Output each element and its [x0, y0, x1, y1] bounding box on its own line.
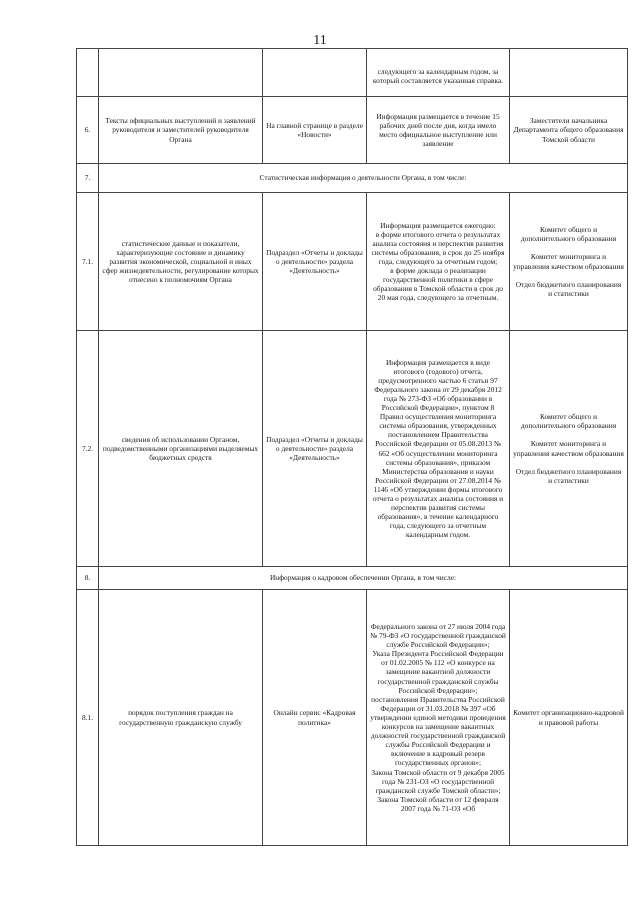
cell-info: следующего за календарным годом, за который составляется указанная справка.	[367, 49, 510, 97]
cell-info	[367, 193, 510, 331]
cell-info	[367, 590, 510, 846]
table-row-8	[77, 567, 628, 590]
cell-resp	[510, 193, 628, 331]
table-row-7	[77, 164, 628, 193]
cell-num	[77, 49, 99, 97]
cell-info: Информация размещается в течение 15 рабочих дней после дня, когда имело место официальное выступление или заявление	[367, 97, 510, 164]
table-row-6	[77, 97, 628, 164]
cell-name: порядок поступления граждан на государственную гражданскую службу	[99, 590, 263, 846]
cell-num: 7.	[77, 164, 99, 193]
cell-name	[99, 49, 263, 97]
table-row-7-1	[77, 193, 628, 331]
cell-section-title: Статистическая информация о деятельности Органа, в том числе:	[99, 164, 628, 193]
page-number: 11	[313, 33, 327, 48]
cell-name: статистические данные и показатели, характеризующие состояние и динамику развития экономической, социальной и иных сфер жизнедеятельности, регулирование которых отнесено к полномочиям Органа	[99, 193, 263, 331]
table-row-7-2	[77, 331, 628, 567]
cell-num: 7.1.	[77, 193, 99, 331]
disclosure-table	[76, 48, 628, 846]
info-law-71: Закона Томской области от 12 февраля 2007 года № 71-ОЗ «Об	[377, 794, 499, 813]
cell-resp: Комитет организационно-кадровой и правовой работы	[510, 590, 628, 846]
resp-committee-monitoring: Комитет мониторинга и управления качеством образования	[513, 439, 624, 458]
resp-committee-monitoring: Комитет мониторинга и управления качеством образования	[513, 252, 624, 271]
info-law-231: Закона Томской области от 9 декабря 2005 года № 231-ОЗ «О государственной гражданской службе Томской области»;	[371, 767, 505, 795]
cell-resp	[510, 49, 628, 97]
cell-place	[263, 49, 367, 97]
info-intro: Информация размещается ежегодно:	[380, 220, 496, 230]
table-row-continuation	[77, 49, 628, 97]
table-row-8-1	[77, 590, 628, 846]
resp-committee-general: Комитет общего и дополнительного образования	[520, 225, 617, 244]
info-decree-112: Указа Президента Российской Федерации от 01.02.2005 № 112 «О конкурсе на замещение вакантной должности государственной гражданской службы Российской Федерации»;	[372, 649, 504, 695]
cell-place: Онлайн сервис «Кадровая политика»	[263, 590, 367, 846]
info-resolution-397: постановления Правительства Российской Федерации от 31.03.2018 № 397 «Об утверждении единой методики проведения конкурсов на замещение вакантных должностей государственной гражданской службы Российской Федерации и включение в кадровый резерв государственных органов»;	[370, 694, 506, 768]
info-doklad: в форме доклада о реализации государственной политики в сфере образования в Томской области в срок до 20 мая года, следующего за отчетным.	[373, 266, 503, 303]
cell-num: 8.	[77, 567, 99, 590]
resp-budget-dept: Отдел бюджетного планирования и статистики	[515, 466, 622, 485]
cell-place: Подраздел «Отчеты и доклады о деятельности» раздела «Деятельность»	[263, 331, 367, 567]
cell-info: Информация размещается в виде итогового (годового) отчета, предусмотренного частью 6 статьи 97 Федерального закона от 29 декабря 2012 года № 273-ФЗ «Об образовании в Российской Федерации», пунктом 8 Правил осуществления мониторинга системы образования, утвержденных постановлением Правительства Российской Федерации от 05.08.2013 № 662 «Об осуществлении мониторинга системы образования», приказом Министерства образования и науки Российской Федерации от 27.08.2014 № 1146 «Об утверждении формы итогового отчета о результатах анализа состояния и перспектив развития системы образования», в течение календарного года, следующего за отчетным календарным годом.	[367, 331, 510, 567]
cell-resp: Заместители начальника Департамента общего образования Томской области	[510, 97, 628, 164]
cell-num: 8.1.	[77, 590, 99, 846]
resp-budget-dept: Отдел бюджетного планирования и статистики	[515, 279, 622, 298]
cell-resp	[510, 331, 628, 567]
cell-num: 7.2.	[77, 331, 99, 567]
info-report: в форме итогового отчета о результатах анализа состояния и перспектив развития системы образования, в срок до 25 ноября года, следующего за отчетным годом;	[371, 229, 505, 266]
cell-section-title: Информация о кадровом обеспечении Органа, в том числе:	[99, 567, 628, 590]
cell-place: Подраздел «Отчеты и доклады о деятельности» раздела «Деятельность»	[263, 193, 367, 331]
cell-num: 6.	[77, 97, 99, 164]
resp-committee-general: Комитет общего и дополнительного образования	[520, 412, 617, 431]
cell-name: сведения об использовании Органом, подведомственными организациями выделяемых бюджетных средств	[99, 331, 263, 567]
cell-name: Тексты официальных выступлений и заявлений руководителя и заместителей руководителя Органа	[99, 97, 263, 164]
cell-place: На главной странице в разделе «Новости»	[263, 97, 367, 164]
info-law-79: Федерального закона от 27 июля 2004 года № 79-ФЗ «О государственной гражданской службе Российской Федерации»;	[370, 622, 506, 650]
